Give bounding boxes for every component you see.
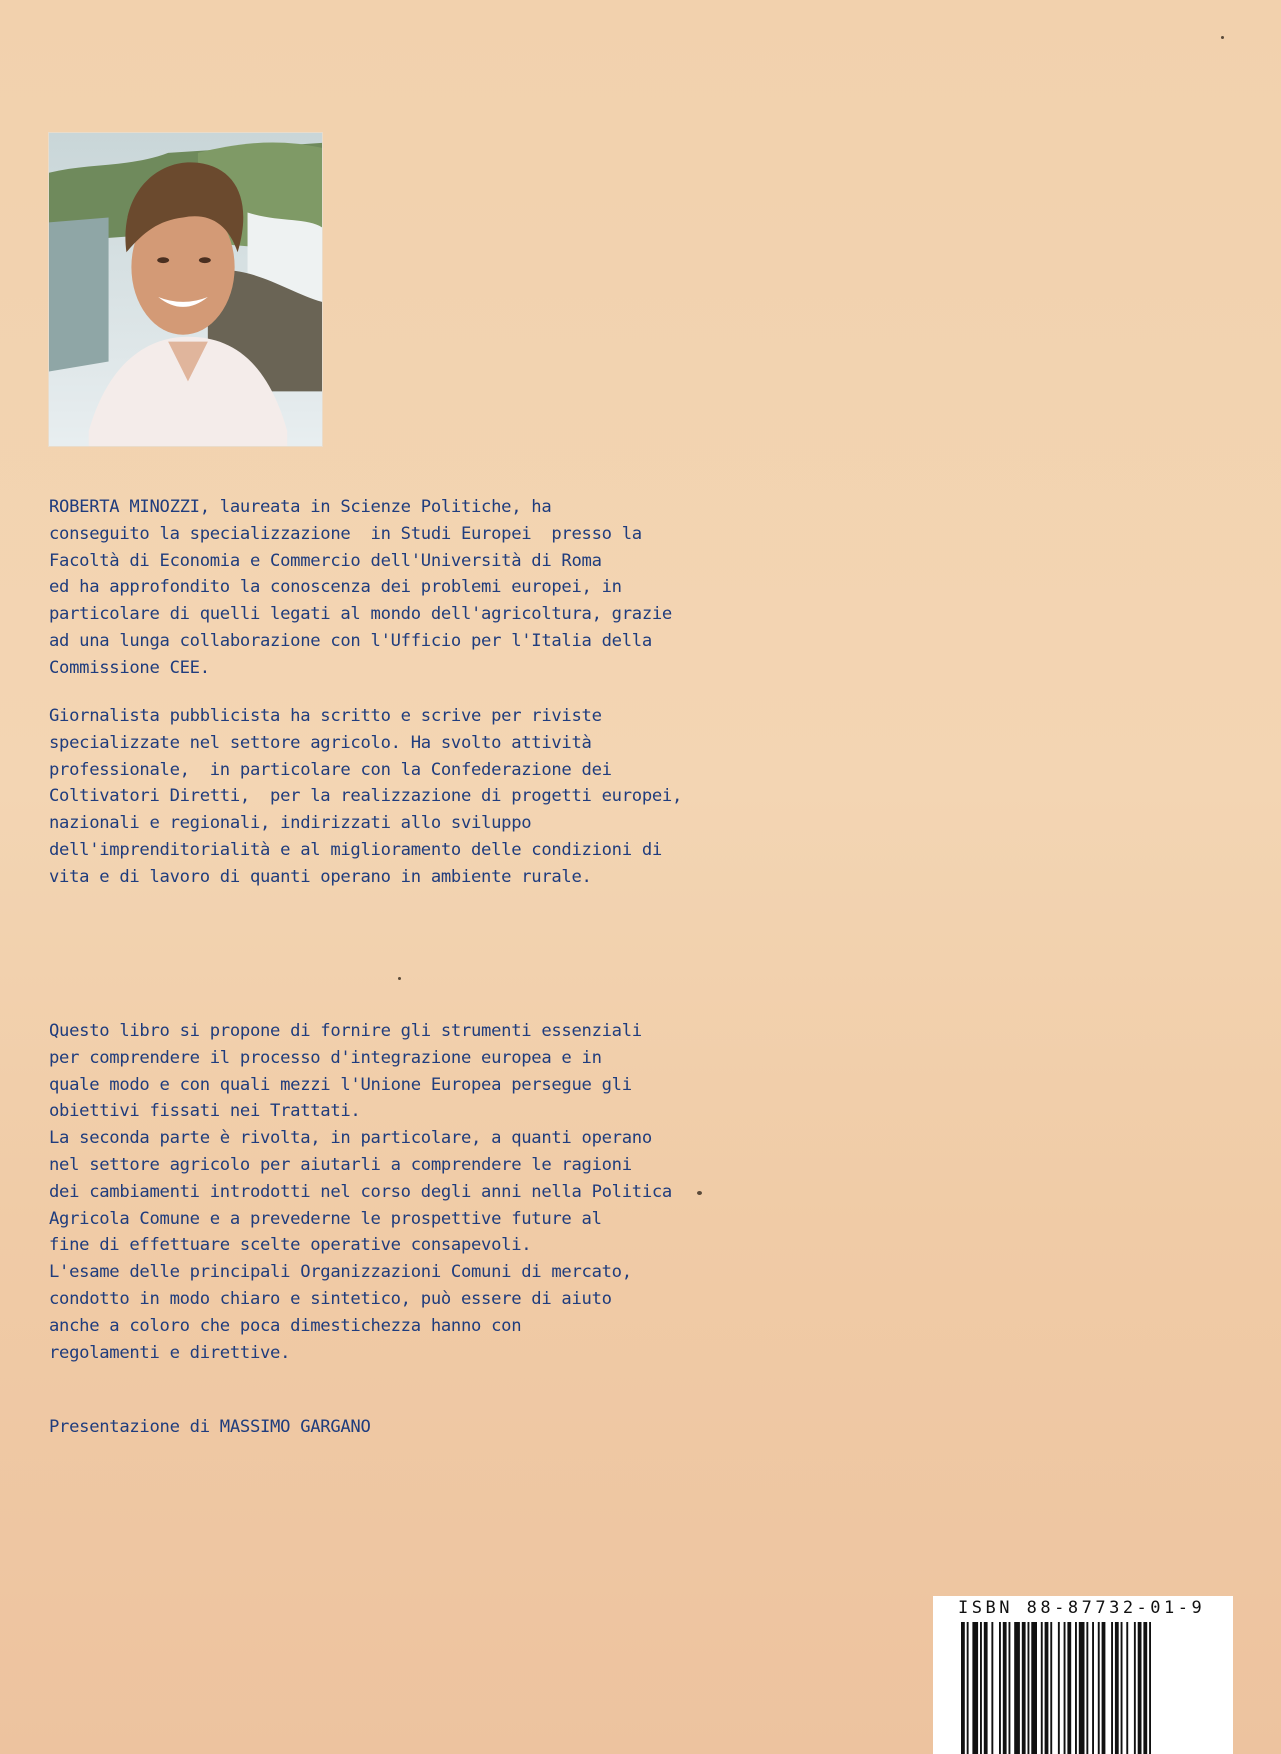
- barcode-bar: [999, 1622, 1001, 1754]
- author-bio-paragraph-1: [49, 494, 689, 682]
- description-line: dei cambiamenti introdotti nel corso degli anni nella Politica: [49, 1181, 672, 1202]
- barcode-bar: [1050, 1622, 1052, 1754]
- description-line: fine di effettuare scelte operative consapevoli.: [49, 1235, 532, 1256]
- presenter-line: Presentazione di MASSIMO GARGANO: [49, 1417, 371, 1437]
- barcode-bar: [1058, 1622, 1060, 1754]
- description-line: Agricola Comune e a prevederne le prospettive future al: [49, 1208, 602, 1229]
- barcode-bar: [1121, 1622, 1123, 1754]
- bio-line: ad una lunga collaborazione con l'Ufficio per l'Italia della: [49, 630, 652, 651]
- barcode-bar: [1086, 1622, 1088, 1754]
- bio-line: particolare di quelli legati al mondo dell'agricoltura, grazie: [49, 604, 672, 625]
- barcode-bar: [1009, 1622, 1011, 1754]
- description-line: anche a coloro che poca dimestichezza hanno con: [49, 1315, 522, 1336]
- isbn-label: ISBN 88-87732-01-9: [958, 1598, 1206, 1618]
- description-line: Questo libro si propone di fornire gli strumenti essenziali: [49, 1021, 642, 1041]
- book-description: [49, 1018, 689, 1366]
- author-portrait-icon: [49, 133, 322, 446]
- barcode-bar: [1014, 1622, 1020, 1754]
- barcode-bar: [1092, 1622, 1094, 1754]
- author-photo: [48, 132, 323, 447]
- barcode-bar: [972, 1622, 978, 1754]
- barcode-bar: [1102, 1622, 1106, 1754]
- barcode-bar: [1075, 1622, 1077, 1754]
- barcode-bar: [991, 1622, 993, 1754]
- bio-line: Commissione CEE.: [49, 657, 210, 678]
- barcode-bar: [1126, 1622, 1128, 1754]
- barcode-bar: [967, 1622, 969, 1754]
- barcode-bar: [1079, 1622, 1085, 1754]
- barcode-bar: [1098, 1622, 1100, 1754]
- bio-line: dell'imprenditorialità e al miglioramento delle condizioni di: [49, 839, 662, 860]
- isbn-barcode: [933, 1596, 1233, 1754]
- bio-line: nazionali e regionali, indirizzati allo sviluppo: [49, 813, 532, 834]
- barcode-bar: [1022, 1622, 1026, 1754]
- bio-line: Coltivatori Diretti, per la realizzazione di progetti europei,: [49, 786, 683, 807]
- description-line: nel settore agricolo per aiutarli a comprendere le ragioni: [49, 1154, 632, 1175]
- bio-line: ROBERTA MINOZZI, laureata in Scienze Politiche, ha: [49, 497, 552, 517]
- barcode-bar: [1067, 1622, 1071, 1754]
- bio-line: vita e di lavoro di quanti operano in ambiente rurale.: [49, 866, 592, 887]
- presenter-credit: [49, 1414, 689, 1441]
- bio-line: professionale, in particolare con la Confederazione dei: [49, 759, 612, 780]
- barcode-bar: [1149, 1622, 1151, 1754]
- description-line: regolamenti e direttive.: [49, 1342, 291, 1363]
- barcode-bar: [1041, 1622, 1043, 1754]
- barcode-bar: [984, 1622, 988, 1754]
- barcode-bar: [1134, 1622, 1136, 1754]
- description-line: per comprendere il processo d'integrazione europea e in: [49, 1047, 602, 1068]
- barcode-bar: [1064, 1622, 1066, 1754]
- bio-line: Giornalista pubblicista ha scritto e scrive per riviste: [49, 706, 602, 726]
- barcode-bar: [961, 1622, 965, 1754]
- description-line: La seconda parte è rivolta, in particolare, a quanti operano: [49, 1128, 652, 1149]
- print-speck: [1221, 36, 1224, 39]
- barcode-bar: [1003, 1622, 1007, 1754]
- bio-line: specializzate nel settore agricolo. Ha svolto attività: [49, 732, 592, 753]
- bio-line: conseguito la specializzazione in Studi Europei presso la: [49, 523, 642, 544]
- barcode-bar: [980, 1622, 982, 1754]
- description-line: quale modo e con quali mezzi l'Unione Europea persegue gli: [49, 1074, 632, 1095]
- description-line: obiettivi fissati nei Trattati.: [49, 1101, 361, 1122]
- description-line: condotto in modo chiaro e sintetico, può essere di aiuto: [49, 1288, 612, 1309]
- print-speck: [697, 1191, 702, 1195]
- barcode-bar: [1028, 1622, 1030, 1754]
- print-speck: [398, 977, 401, 980]
- barcode-bars: [961, 1622, 1216, 1754]
- barcode-bar: [1045, 1622, 1049, 1754]
- description-line: L'esame delle principali Organizzazioni Comuni di mercato,: [49, 1262, 632, 1283]
- barcode-bar: [1031, 1622, 1037, 1754]
- barcode-bar: [1143, 1622, 1147, 1754]
- bio-line: ed ha approfondito la conoscenza dei problemi europei, in: [49, 577, 622, 598]
- author-bio-paragraph-2: [49, 703, 689, 891]
- barcode-bar: [1115, 1622, 1119, 1754]
- barcode-bar: [1138, 1622, 1142, 1754]
- bio-line: Facoltà di Economia e Commercio dell'Università di Roma: [49, 550, 602, 571]
- barcode-bar: [1111, 1622, 1113, 1754]
